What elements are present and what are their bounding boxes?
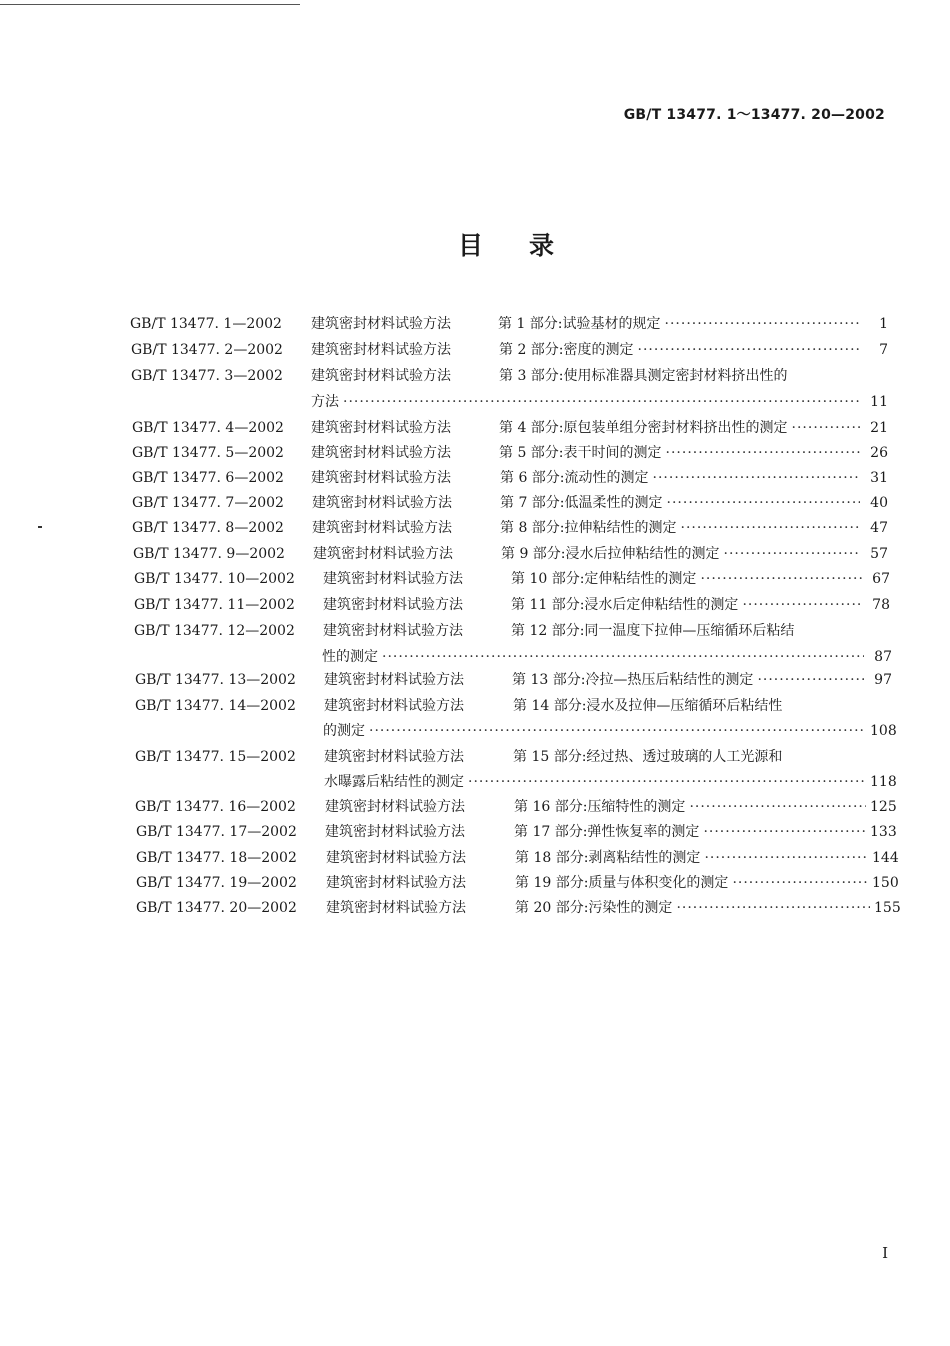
dot-leader [689,797,866,817]
toc-entry-method: 建筑密封材料试验方法 [323,571,463,587]
toc-entry-part: 第 10 部分:定伸粘结性的测定 [511,571,697,587]
toc-entry-part: 第 6 部分:流动性的测定 [500,470,649,486]
title-char-1: 目 [458,231,484,260]
toc-entry-part: 第 17 部分:弹性恢复率的测定 [514,824,700,840]
toc-entry[interactable] [501,544,888,564]
dot-leader [792,418,860,438]
toc-entry-continuation[interactable] [311,392,888,412]
toc-entry-part: 第 4 部分:原包装单组分密封材料挤出性的测定 [499,420,788,436]
toc-entry[interactable] [514,797,897,817]
toc-entry-code: GB/T 13477. 20—2002 [136,900,297,916]
toc-entry-page: 87 [874,649,892,665]
toc-entry-method: 建筑密封材料试验方法 [311,316,451,332]
toc-entry[interactable] [500,493,888,513]
toc-entry[interactable] [500,518,888,538]
toc-entry-page: 40 [870,495,888,511]
toc-entry[interactable] [512,670,892,690]
toc-entry-part: 第 3 部分:使用标准器具测定密封材料挤出性的 [499,368,788,384]
toc-entry-page: 133 [870,824,897,840]
toc-entry-method: 建筑密封材料试验方法 [311,342,451,358]
page-number: I [882,1244,888,1262]
toc-entry-code: GB/T 13477. 3—2002 [131,368,283,384]
toc-entry-method: 建筑密封材料试验方法 [324,749,464,765]
toc-entry-method: 建筑密封材料试验方法 [324,672,464,688]
toc-entry-part-cont: 方法 [311,394,339,410]
toc-entry-part-cont: 的测定 [323,723,365,739]
toc-entry-method: 建筑密封材料试验方法 [325,799,465,815]
dot-leader [757,670,864,690]
toc-entry-part: 第 7 部分:低温柔性的测定 [500,495,663,511]
toc-entry-method: 建筑密封材料试验方法 [326,875,466,891]
toc-entry[interactable] [499,443,888,463]
dot-leader [681,518,860,538]
toc-entry-part: 第 16 部分:压缩特性的测定 [514,799,686,815]
toc-entry[interactable] [513,747,860,767]
toc-entry-page: 21 [870,420,888,436]
toc-entry-part: 第 14 部分:浸水及拉伸—压缩循环后粘结性 [513,698,783,714]
toc-entry-page: 11 [870,394,888,410]
toc-entry[interactable] [514,822,897,842]
toc-entry-method: 建筑密封材料试验方法 [326,900,466,916]
dot-leader [732,873,868,893]
toc-entry-method: 建筑密封材料试验方法 [323,597,463,613]
dot-leader [665,314,860,334]
toc-entry[interactable] [511,621,860,641]
toc-entry-method: 建筑密封材料试验方法 [311,470,451,486]
toc-entry[interactable] [511,569,890,589]
toc-entry-code: GB/T 13477. 12—2002 [134,623,295,639]
toc-entry[interactable] [499,366,860,386]
toc-entry[interactable] [515,898,901,918]
toc-entry-page: 47 [870,520,888,536]
dot-leader [742,595,862,615]
dot-leader [666,443,860,463]
toc-entry-part: 第 1 部分:试验基材的规定 [498,316,661,332]
toc-entry-code: GB/T 13477. 14—2002 [135,698,296,714]
toc-entry-part: 第 19 部分:质量与体积变化的测定 [515,875,729,891]
toc-entry-method: 建筑密封材料试验方法 [311,420,451,436]
toc-entry-page: 67 [872,571,890,587]
toc-entry[interactable] [499,418,888,438]
toc-entry-code: GB/T 13477. 5—2002 [132,445,284,461]
dot-leader [653,468,860,488]
toc-entry[interactable] [498,314,888,334]
toc-entry-code: GB/T 13477. 19—2002 [136,875,297,891]
toc-entry-method: 建筑密封材料试验方法 [326,850,466,866]
toc-entry-continuation[interactable] [323,721,897,741]
toc-entry-page: 97 [874,672,892,688]
toc-entry-part: 第 13 部分:冷拉—热压后粘结性的测定 [512,672,754,688]
toc-entry-page: 155 [874,900,901,916]
toc-entry-page: 26 [870,445,888,461]
toc-entry-part: 第 5 部分:表干时间的测定 [499,445,662,461]
toc-entry-code: GB/T 13477. 10—2002 [134,571,295,587]
toc-entry[interactable] [511,595,890,615]
toc-entry[interactable] [499,340,888,360]
toc-entry-part: 第 15 部分:经过热、透过玻璃的人工光源和 [513,749,783,765]
toc-entry-continuation[interactable] [324,772,897,792]
dot-leader [700,569,862,589]
toc-entry-method: 建筑密封材料试验方法 [323,623,463,639]
toc-entry-part: 第 18 部分:剥离粘结性的测定 [515,850,701,866]
toc-entry-code: GB/T 13477. 2—2002 [131,342,283,358]
standard-number-header: GB/T 13477. 1～13477. 20—2002 [623,107,885,123]
toc-entry-code: GB/T 13477. 18—2002 [136,850,297,866]
toc-entry-method: 建筑密封材料试验方法 [312,520,452,536]
toc-entry-code: GB/T 13477. 8—2002 [132,520,284,536]
toc-entry-page: 144 [872,850,899,866]
toc-entry[interactable] [500,468,888,488]
toc-entry-method: 建筑密封材料试验方法 [311,368,451,384]
toc-entry-code: GB/T 13477. 9—2002 [133,546,285,562]
toc-entry-part: 第 11 部分:浸水后定伸粘结性的测定 [511,597,739,613]
toc-entry-code: GB/T 13477. 1—2002 [130,316,282,332]
toc-entry-method: 建筑密封材料试验方法 [324,698,464,714]
toc-entry[interactable] [515,848,899,868]
dot-leader [703,822,866,842]
toc-entry-code: GB/T 13477. 11—2002 [134,597,295,613]
dot-leader [667,493,860,513]
toc-entry-part-cont: 性的测定 [322,649,378,665]
toc-entry-method: 建筑密封材料试验方法 [311,445,451,461]
toc-entry-method: 建筑密封材料试验方法 [312,495,452,511]
dot-leader [343,392,860,412]
toc-entry-method: 建筑密封材料试验方法 [325,824,465,840]
toc-entry-page: 150 [872,875,899,891]
toc-entry-code: GB/T 13477. 13—2002 [135,672,296,688]
dot-leader [638,340,860,360]
toc-entry-page: 125 [870,799,897,815]
toc-entry-code: GB/T 13477. 4—2002 [132,420,284,436]
toc-entry-page: 57 [870,546,888,562]
toc-entry-code: GB/T 13477. 16—2002 [135,799,296,815]
toc-entry-code: GB/T 13477. 7—2002 [132,495,284,511]
dot-leader [468,772,866,792]
toc-entry-part: 第 8 部分:拉伸粘结性的测定 [500,520,677,536]
toc-entry-part: 第 9 部分:浸水后拉伸粘结性的测定 [501,546,720,562]
toc-entry-page: 78 [872,597,890,613]
toc-entry-part: 第 2 部分:密度的测定 [499,342,634,358]
toc-entry-page: 7 [879,342,888,358]
dot-leader [704,848,868,868]
toc-entry[interactable] [513,696,860,716]
title-char-2: 录 [529,231,555,260]
toc-entry-part-cont: 水曝露后粘结性的测定 [324,774,464,790]
dot-leader [382,647,864,667]
toc-entry[interactable] [515,873,899,893]
toc-entry-part: 第 12 部分:同一温度下拉伸—压缩循环后粘结 [511,623,795,639]
toc-entry-code: GB/T 13477. 6—2002 [132,470,284,486]
dot-leader [676,898,870,918]
toc-entry-page: 1 [879,316,888,332]
toc-entry-code: GB/T 13477. 15—2002 [135,749,296,765]
dot-leader [369,721,866,741]
toc-entry-page: 118 [870,774,897,790]
toc-entry-method: 建筑密封材料试验方法 [313,546,453,562]
toc-entry-code: GB/T 13477. 17—2002 [136,824,297,840]
toc-entry-continuation[interactable] [322,647,892,667]
toc-entry-part: 第 20 部分:污染性的测定 [515,900,673,916]
toc-entry-page: 108 [870,723,897,739]
toc-entry-page: 31 [870,470,888,486]
dot-leader [724,544,860,564]
